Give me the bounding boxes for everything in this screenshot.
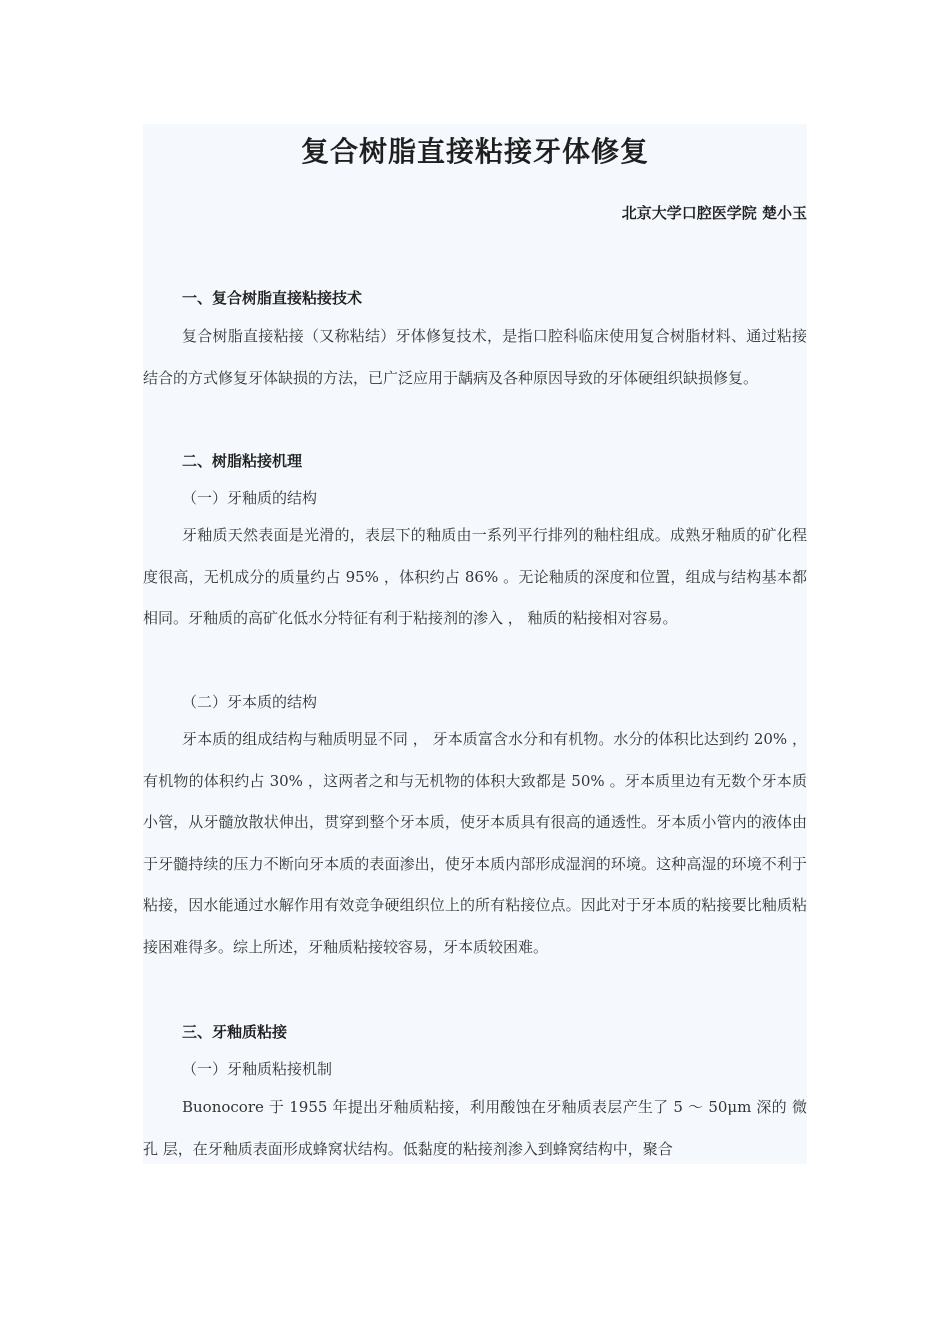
subsection-paragraph-dentin-structure: 牙本质的组成结构与釉质明显不同 ， 牙本质富含水分和有机物。水分的体积比达到约 20% ，有机物的体积约占 30% ，这两者之和与无机物的体积大致都是 50% 。牙本质里边有无数个牙本质小管，从牙髓放散状伸出，贯穿到整个牙本质，使牙本质具有很高的通透性。牙本质小管内的液体由于牙髓持续的压力不断向牙本质的表面渗出，使牙本质内部形成湿润的环境。这种高湿的环境不利于粘接，因水能通过水解作用有效竞争硬组织位上的所有粘接位点。因此对于牙本质的粘接要比釉质粘接困难得多。综上所述，牙釉质粘接较容易，牙本质较困难。 xyxy=(143,730,807,956)
document-author: 北京大学口腔医学院 楚小玉 xyxy=(621,204,807,222)
subsection-heading-enamel-structure: （一）牙釉质的结构 xyxy=(182,489,318,507)
subsection-heading-enamel-bonding: （一）牙釉质粘接机制 xyxy=(182,1060,333,1078)
subsection-paragraph-enamel-structure: 牙釉质天然表面是光滑的，表层下的釉质由一系列平行排列的釉柱组成。成熟牙釉质的矿化程度很高，无机成分的质量约占 95% ，体积约占 86% 。无论釉质的深度和位置，组成与结构基本都相同。牙釉质的高矿化低水分特征有利于粘接剂的渗入 ， 釉质的粘接相对容易。 xyxy=(143,526,807,627)
section-heading-3: 三、牙釉质粘接 xyxy=(182,1023,288,1041)
document-title: 复合树脂直接粘接牙体修复 xyxy=(300,135,649,168)
section-paragraph-1: 复合树脂直接粘接（又称粘结）牙体修复技术，是指口腔科临床使用复合树脂材料、通过粘接结合的方式修复牙体缺损的方法，已广泛应用于龋病及各种原因导致的牙体硬组织缺损修复。 xyxy=(143,327,807,387)
section-heading-2: 二、树脂粘接机理 xyxy=(182,452,303,470)
subsection-paragraph-enamel-bonding: Buonocore 于 1955 年提出牙釉质粘接，利用酸蚀在牙釉质表层产生了 5 ～ 50μm 深的 微孔 层，在牙釉质表面形成蜂窝状结构。低黏度的粘接剂渗入到蜂窝结构中，聚合 xyxy=(143,1098,807,1158)
document-page xyxy=(143,124,807,1164)
subsection-heading-dentin-structure: （二）牙本质的结构 xyxy=(182,693,318,711)
section-heading-1: 一、复合树脂直接粘接技术 xyxy=(182,289,363,307)
